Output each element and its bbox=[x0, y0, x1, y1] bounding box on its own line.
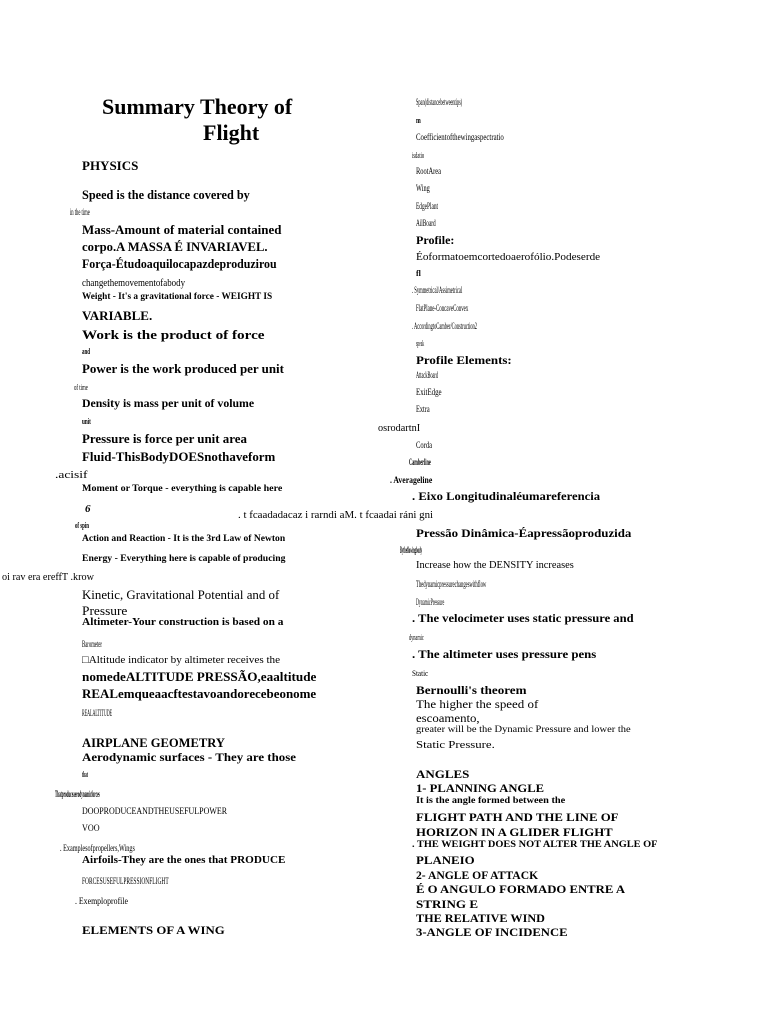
text-line: STRING E bbox=[416, 897, 479, 911]
text-line: Pressão Dinâmica-Éapressãoproduzida bbox=[416, 526, 632, 540]
section-heading-physics: PHYSICS bbox=[82, 158, 139, 173]
compressed-text-line: in the time bbox=[70, 207, 90, 217]
compressed-text-line: of spin bbox=[75, 521, 89, 530]
text-line: corpo.A MASSA É INVARIAVEL. bbox=[82, 239, 268, 254]
text-line: Speed is the distance covered by bbox=[82, 187, 250, 202]
compressed-text-line: fl bbox=[416, 269, 421, 278]
text-line: . The altimeter uses pressure pens bbox=[412, 649, 597, 661]
text-line: Altimeter-Your construction is based on a bbox=[82, 617, 284, 628]
reversed-text-line: osrodartnI bbox=[378, 423, 421, 434]
section-heading-profile-elements: Profile Elements: bbox=[416, 353, 512, 367]
compressed-text-line: . Averageline bbox=[390, 475, 433, 485]
compressed-text-line: Bytheflowingbody bbox=[400, 545, 423, 555]
text-line: Fluid-ThisBodyDOESnothaveform bbox=[82, 449, 276, 464]
text-line: É O ANGULO FORMADO ENTRE A bbox=[416, 882, 626, 896]
compressed-text-line: RootArea bbox=[416, 166, 441, 176]
compressed-text-line: . AccordingtoCamber/Construction2 bbox=[412, 321, 477, 331]
compressed-text-line: Span(distancebetweentips) bbox=[416, 97, 463, 107]
compressed-text-line: FlatPlane-ConcaveConvex bbox=[416, 303, 469, 313]
compressed-text-line: AttackBoard bbox=[416, 370, 438, 380]
compressed-text-line: and bbox=[82, 347, 90, 356]
text-line: nomedeALTITUDE PRESSÃO,eaaltitude bbox=[82, 669, 317, 684]
text-line: Kinetic, Gravitational Potential and of bbox=[82, 588, 280, 602]
text-line: PLANEIO bbox=[416, 853, 475, 867]
text-line: Moment or Torque - everything is capable here bbox=[82, 484, 283, 494]
text-line: 1- PLANNING ANGLE bbox=[416, 781, 545, 795]
text-line: . Eixo Longitudinaléumareferencia bbox=[412, 491, 601, 503]
text-line: Power is the work produced per unit bbox=[82, 361, 284, 376]
compressed-text-line: of time bbox=[74, 383, 88, 392]
compressed-text-line: . Symmetrical/Assimetrical bbox=[412, 285, 463, 295]
text-line: Work is the product of force bbox=[82, 327, 265, 342]
section-heading-profile: Profile: bbox=[416, 233, 455, 247]
compressed-text-line: □Altitude indicator by altimeter receives the bbox=[82, 654, 281, 666]
compressed-text-line: Increase how the DENSITY increases bbox=[416, 560, 574, 571]
compressed-text-line: Coefficientofthewingaspectratio bbox=[416, 132, 504, 142]
text-line: Energy - Everything here is capable of producing bbox=[82, 554, 286, 564]
compressed-text-line: . Exemploprofile bbox=[75, 896, 128, 906]
compressed-text-line: AilBoard bbox=[416, 218, 436, 228]
compressed-text-line: dynamic bbox=[409, 633, 424, 642]
text-line: escoamento, bbox=[416, 711, 480, 725]
compressed-text-line: EdgePlant bbox=[416, 201, 438, 211]
text-line: REALemqueaacftestavoandorecebeonome bbox=[82, 686, 317, 701]
text-line: Density is mass per unit of volume bbox=[82, 396, 255, 410]
compressed-text-line: REALALTITUDE bbox=[82, 708, 113, 718]
text-line: Static Pressure. bbox=[416, 739, 495, 751]
text-line: Pressure bbox=[82, 604, 128, 618]
text-line: The higher the speed of bbox=[416, 697, 539, 711]
text-line: greater will be the Dynamic Pressure and lower the bbox=[416, 725, 631, 735]
compressed-text-line: unit bbox=[82, 417, 91, 426]
text-line: Airfoils-They are the ones that PRODUCE bbox=[82, 855, 286, 866]
text-line: It is the angle formed between the bbox=[416, 796, 566, 806]
text-line: FLIGHT PATH AND THE LINE OF bbox=[416, 810, 619, 824]
text-line: THE RELATIVE WIND bbox=[416, 911, 545, 925]
reversed-text-line: .acisif bbox=[55, 469, 88, 481]
compressed-text-line: Corda bbox=[416, 440, 432, 450]
text-line: VARIABLE. bbox=[82, 308, 153, 323]
document-title: Summary Theory of bbox=[102, 94, 293, 119]
text-line: Aerodynamic surfaces - They are those bbox=[82, 750, 296, 764]
document-title-line-2: Flight bbox=[203, 120, 260, 145]
compressed-text-line: FORCESUSEFULPRESSIONFLIGHT bbox=[82, 876, 169, 886]
text-line: Mass-Amount of material contained bbox=[82, 222, 282, 237]
text-line: Pressure is force per unit area bbox=[82, 431, 247, 446]
compressed-text-line: speak bbox=[416, 339, 425, 348]
text-line: Força-Étudoaquilocapazdeproduzirou bbox=[82, 256, 277, 271]
compressed-text-line: Wing bbox=[416, 183, 430, 193]
text-line: HORIZON IN A GLIDER FLIGHT bbox=[416, 825, 613, 839]
compressed-text-line: ExitEdge bbox=[416, 387, 442, 397]
reversed-text-line: oi rav era ereffT .krow bbox=[2, 572, 94, 583]
section-heading-angles: ANGLES bbox=[416, 767, 470, 781]
compressed-text-line: DynamicPressure bbox=[416, 597, 445, 607]
text-line: . THE WEIGHT DOES NOT ALTER THE ANGLE OF bbox=[412, 840, 658, 850]
compressed-text-line: Camberline bbox=[409, 457, 431, 467]
compressed-text-line: Thedynamicpressurechangeswithflow bbox=[416, 579, 487, 589]
compressed-text-line: m bbox=[416, 116, 421, 125]
compressed-text-line: Static bbox=[412, 669, 429, 678]
compressed-text-line: Éoformatoemcortedoaerofólio.Podeserde bbox=[416, 251, 601, 263]
section-heading-elements-of-a-wing: ELEMENTS OF A WING bbox=[82, 923, 225, 937]
compressed-text-line: VOO bbox=[82, 823, 100, 833]
compressed-text-line: that bbox=[82, 770, 88, 779]
compressed-text-line: isdatio bbox=[412, 151, 425, 160]
section-heading-bernoulli: Bernoulli's theorem bbox=[416, 683, 527, 697]
text-line: . The velocimeter uses static pressure and bbox=[412, 613, 634, 625]
text-line: 6 bbox=[85, 503, 91, 515]
text-line: Weight - It's a gravitational force - WEIGHT IS bbox=[82, 292, 273, 302]
compressed-text-line: Extra bbox=[416, 404, 430, 414]
compressed-text-line: DOOPRODUCEANDTHEUSEFULPOWER bbox=[82, 806, 228, 816]
text-line: 2- ANGLE OF ATTACK bbox=[416, 868, 539, 882]
compressed-text-line: Thatproduceaerodynamicforces bbox=[55, 789, 100, 799]
reversed-text-line: . t fcaadadacaz i rarndi aM. t fcaadai ráni gni bbox=[238, 510, 434, 521]
compressed-text-line: . Examplesofpropellers,Wings bbox=[60, 843, 135, 853]
section-heading-airplane-geometry: AIRPLANE GEOMETRY bbox=[82, 735, 225, 750]
text-line: 3-ANGLE OF INCIDENCE bbox=[416, 925, 568, 939]
compressed-text-line: Barometer bbox=[82, 639, 102, 649]
text-line: Action and Reaction - It is the 3rd Law of Newton bbox=[82, 534, 286, 544]
compressed-text-line: changethemovementofabody bbox=[82, 277, 186, 289]
